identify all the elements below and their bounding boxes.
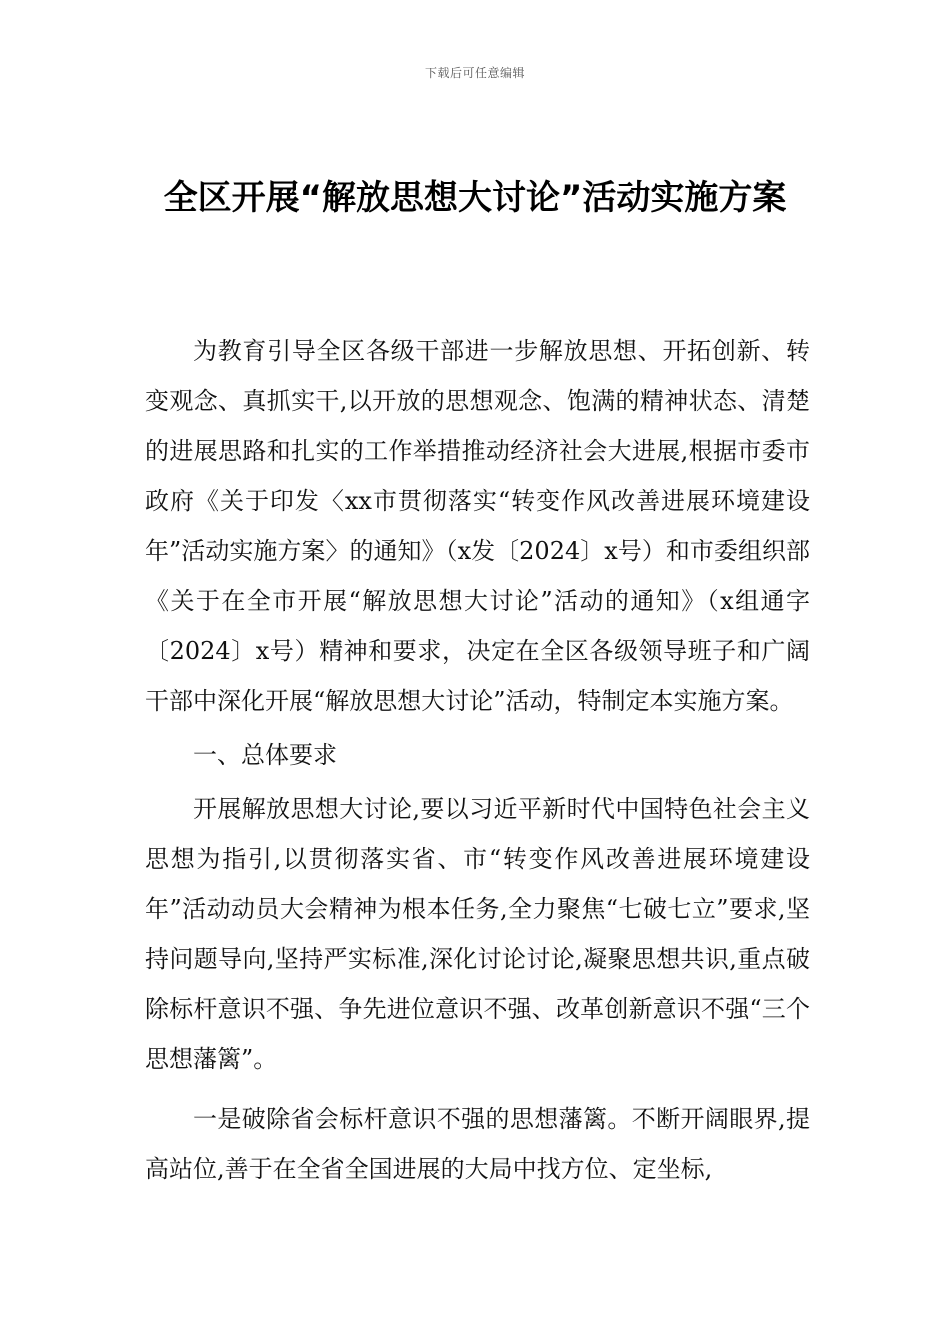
document-body <box>145 326 810 1194</box>
section-heading-general-requirements: 一、总体要求 <box>193 741 337 769</box>
document-title: 全区开展“解放思想大讨论”活动实施方案 <box>163 178 787 218</box>
paragraph-point-one: 一是破除省会标杆意识不强的思想藩篱。不断开阔眼界,提高站位,善于在全省全国进展的大局中找方位、定坐标, <box>145 1105 810 1183</box>
paragraph-general-requirements: 开展解放思想大讨论,要以习近平新时代中国特色社会主义思想为指引,以贯彻落实省、市“转变作风改善进展环境建设年”活动动员大会精神为根本任务,全力聚焦“七破七立”要求,坚持问题导向,坚持严实标准,深化讨论讨论,凝聚思想共识,重点破除标杆意识不强、争先进位意识不强、改革创新意识不强“三个思想藩篱”。 <box>145 795 810 1073</box>
paragraph-intro: 为教育引导全区各级干部进一步解放思想、开拓创新、转变观念、真抓实干,以开放的思想观念、饱满的精神状态、清楚的进展思路和扎实的工作举措推动经济社会大进展,根据市委市政府《关于印发〈xx市贯彻落实“转变作风改善进展环境建设年”活动实施方案〉的通知》（x发〔2024〕x号）和市委组织部《关于在全市开展“解放思想大讨论”活动的通知》（x组通字〔2024〕x号）精神和要求，决定在全区各级领导班子和广阔干部中深化开展“解放思想大讨论”活动，特制定本实施方案。 <box>145 337 810 715</box>
header-note: 下载后可任意编辑 <box>424 66 525 80</box>
